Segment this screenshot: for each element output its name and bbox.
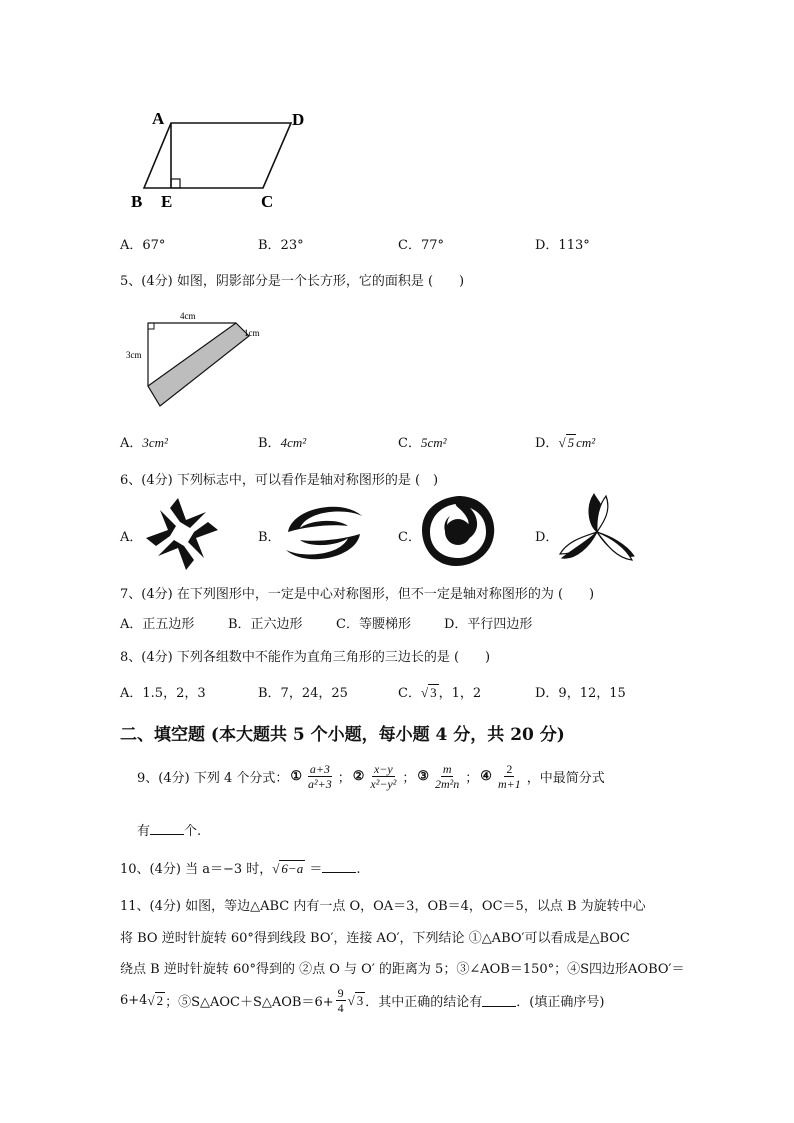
q10-suffix: ＝ xyxy=(305,862,323,877)
q5-label-top: 4cm xyxy=(180,311,196,321)
q7-option-b: B．正六边形 xyxy=(228,617,303,632)
q11-line3: 绕点 B 逆时针旋转 60°得到的 ②点 O 与 O′ 的距离为 5；③∠AOB＝150°；④S四边形AOBO′＝ xyxy=(120,962,685,977)
q9-suffix: ，中最简分式 xyxy=(526,771,605,786)
q5-option-c-value: 5cm² xyxy=(420,435,447,450)
q6-option-d-letter: D． xyxy=(535,530,559,545)
q6-option-b-letter: B． xyxy=(258,530,281,545)
q11-root-3: √ 3 xyxy=(347,992,364,1008)
vertex-c-label: C xyxy=(261,192,274,211)
q7-option-a: A．正五边形 xyxy=(120,617,195,632)
q5-stem: 5、(4分) 如图，阴影部分是一个长方形，它的面积是 ( ) xyxy=(120,274,465,289)
q9-answer-blank[interactable] xyxy=(150,822,184,835)
q5-option-a xyxy=(120,432,168,451)
q9-fraction-3: $\frac{m}{\text{2m²n}}$ xyxy=(435,762,460,791)
q9-sep-3: ； xyxy=(465,771,479,786)
q9-circle-4: ④ xyxy=(480,769,492,784)
vertex-e-label: E xyxy=(161,192,173,211)
q11-line1: 11、(4分) 如图，等边△ABC 内有一点 O，OA＝3，OB＝4，OC＝5，以点 B 为旋转中心 xyxy=(120,899,646,914)
q11-fraction: $\frac{9}{4}$ xyxy=(337,986,344,1015)
q5-option-d-value: cm² xyxy=(576,435,596,450)
logo-c-spiral-icon xyxy=(420,494,496,568)
q5-option-a-value: 3cm² xyxy=(142,435,168,450)
q10-root: √ 6−a xyxy=(272,861,304,876)
q5-option-a-letter: A． xyxy=(120,436,143,451)
q11-answer-blank[interactable] xyxy=(482,994,516,1007)
vertex-d-label: D xyxy=(292,110,305,129)
q5-option-b-value: 4cm² xyxy=(280,435,307,450)
q11-line4-d: ．(填正确序号) xyxy=(516,995,605,1010)
q9-circle-1: ① xyxy=(290,769,303,784)
q9-fraction-4: $\frac{2}{m+1}$ xyxy=(497,762,521,791)
logo-b-arcs-icon xyxy=(282,498,366,568)
q8-option-c xyxy=(398,682,481,701)
q9-line2 xyxy=(137,820,201,839)
q4-option-d: D．113° xyxy=(535,238,590,253)
q8-option-c-rest: ，1，2 xyxy=(438,686,482,701)
q6-option-a-letter: A． xyxy=(120,530,143,545)
q9-sep-2: ； xyxy=(402,771,416,786)
q11-line4-c: ．其中正确的结论有 xyxy=(365,995,483,1010)
q8-option-b: B．7，24，25 xyxy=(258,686,348,701)
q10-line xyxy=(120,858,360,877)
q6-option-c-letter: C． xyxy=(398,530,421,545)
q8-option-c-letter: C． xyxy=(398,686,421,701)
q4-option-c: C．77° xyxy=(398,238,444,253)
q9-circle-2: ② xyxy=(352,769,365,784)
q5-option-d-letter: D． xyxy=(535,436,559,451)
q8-option-a: A．1.5，2，3 xyxy=(120,686,206,701)
q5-option-d xyxy=(535,432,595,451)
q8-option-c-root: √ 3 xyxy=(420,685,437,700)
q8-option-d: D．9，12，15 xyxy=(535,686,626,701)
q11-root-2: √ 2 xyxy=(147,992,164,1008)
logo-d-petals-icon xyxy=(556,488,638,568)
q9-circle-3: ③ xyxy=(417,769,430,784)
q9-line2-a: 有 xyxy=(137,824,151,839)
q6-stem: 6、(4分) 下列标志中，可以看作是轴对称图形的是 ( ) xyxy=(120,473,439,488)
q11-line4-b: ；⑤S△AOC＋S△AOB＝6+ xyxy=(165,995,334,1010)
vertex-a-label: A xyxy=(152,109,165,128)
q5-label-left: 3cm xyxy=(126,350,142,360)
q11-line4-a: 6+4 xyxy=(120,993,148,1008)
q9-prefix: 9、(4分) 下列 4 个分式： xyxy=(137,771,289,786)
q5-option-d-root: √ 5 xyxy=(558,435,575,450)
q5-label-right: 1cm xyxy=(244,328,260,338)
q9-sep-1: ； xyxy=(337,771,351,786)
q5-option-c-letter: C． xyxy=(398,436,421,451)
q10-period: . xyxy=(356,862,361,877)
q7-stem: 7、(4分) 在下列图形中，一定是中心对称图形，但不一定是轴对称图形的为 ( ) xyxy=(120,587,595,602)
logo-a-pinwheel-icon xyxy=(142,496,222,572)
q5-option-b-letter: B． xyxy=(258,436,281,451)
q11-line2: 将 BO 逆时针旋转 60°得到线段 BO′，连接 AO′，下列结论 ①△ABO′可以看成是△BOC xyxy=(120,931,630,946)
q5-rectangle-figure xyxy=(118,308,278,412)
q9-line2-b: 个. xyxy=(184,824,202,839)
q9-fraction-2: $\frac{x-y}{\text{x²−y²}}$ xyxy=(370,762,397,791)
q7-option-d: D．平行四边形 xyxy=(444,617,533,632)
q9-fraction-1: $\frac{a+3}{\text{a²+3}}$ xyxy=(308,762,332,791)
section-2-heading: 二、填空题 (本大题共 5 个小题，每小题 4 分，共 20 分) xyxy=(120,725,565,745)
q5-option-b xyxy=(258,432,306,451)
q4-option-a: A．67° xyxy=(120,238,166,253)
q5-option-c xyxy=(398,432,447,451)
q4-option-b: B．23° xyxy=(258,238,304,253)
vertex-b-label: B xyxy=(131,192,143,211)
q10-answer-blank[interactable] xyxy=(322,860,356,873)
parallelogram-figure xyxy=(120,104,320,216)
q7-option-c: C．等腰梯形 xyxy=(336,617,411,632)
q10-prefix: 10、(4分) 当 a＝−3 时， xyxy=(120,862,273,877)
q9-line1 xyxy=(137,762,605,791)
q8-stem: 8、(4分) 下列各组数中不能作为直角三角形的三边长的是 ( ) xyxy=(120,650,491,665)
q11-line4 xyxy=(120,986,604,1015)
